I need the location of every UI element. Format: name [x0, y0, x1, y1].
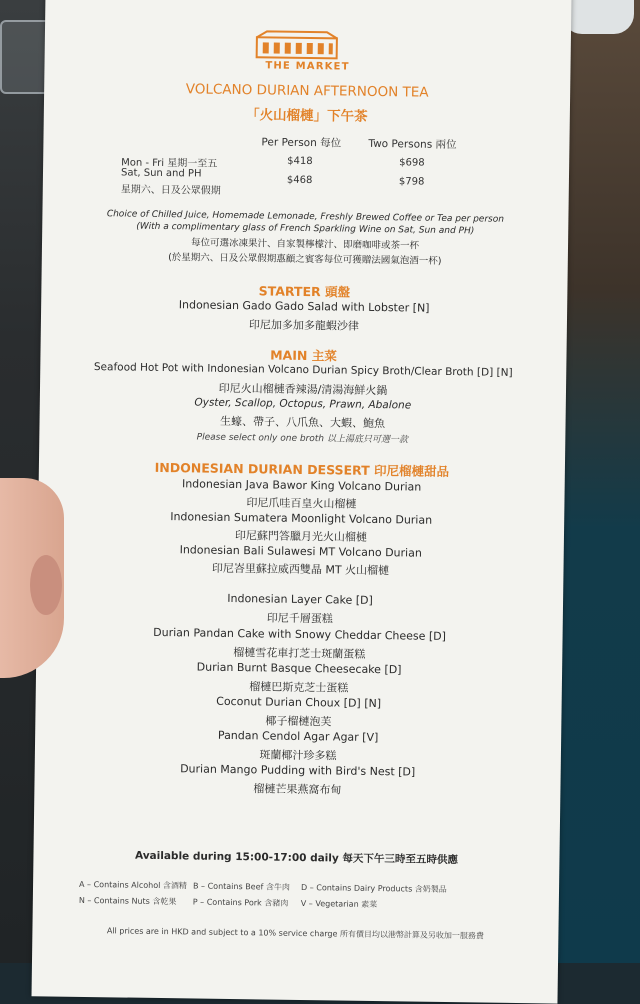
drinks-note-4: (於星期六、日及公眾假期惠顧之賓客每位可獲贈法國氣泡酒一杯) — [168, 252, 442, 267]
price-header-two-persons: Two Persons 兩位 — [368, 137, 457, 152]
title-chinese: 「火山榴槤」下午茶 — [245, 107, 368, 125]
sweet-5-zh: 斑蘭椰汁珍多糕 — [259, 748, 337, 763]
main-ingredients-en: Oyster, Scallop, Octopus, Prawn, Abalone — [194, 396, 412, 412]
legend-beef: B – Contains Beef 含牛肉 — [192, 881, 290, 892]
weekday-price-per-person: $418 — [287, 155, 313, 168]
sweet-5-en: Pandan Cendol Agar Agar [V] — [217, 728, 379, 745]
teacup — [562, 0, 634, 34]
main-item-zh: 印尼火山榴槤香辣湯/清湯海鮮火鍋 — [218, 381, 388, 398]
legend-pork: P – Contains Pork 含豬肉 — [192, 897, 289, 908]
durian-3-en: Indonesian Bali Sulawesi MT Volcano Durian — [179, 543, 422, 560]
drinks-note-1: Choice of Chilled Juice, Homemade Lemonade, Freshly Brewed Coffee or Tea per person — [106, 209, 505, 225]
market-logo-icon — [254, 29, 340, 60]
sweet-4-en: Coconut Durian Choux [D] [N] — [216, 694, 382, 711]
starter-item-en: Indonesian Gado Gado Salad with Lobster [N] — [178, 298, 430, 315]
weekday-price-two-persons: $698 — [399, 157, 425, 169]
sweet-2-zh: 榴槤雪花車打芝士斑蘭蛋糕 — [233, 646, 366, 661]
weekend-label-zh: 星期六、日及公眾假期 — [120, 184, 221, 197]
price-footer: All prices are in HKD and subject to a 10% service charge 所有價目均以港幣計算及另收加一服務費 — [106, 926, 484, 941]
sweet-2-en: Durian Pandan Cake with Snowy Cheddar Cheese [D] — [153, 625, 447, 643]
sweet-4-zh: 椰子榴槤泡芙 — [265, 714, 332, 729]
starter-item-zh: 印尼加多加多龍蝦沙律 — [248, 318, 359, 333]
thumbnail — [30, 555, 62, 615]
brand-name: THE MARKET — [265, 60, 350, 73]
sweet-3-zh: 榴槤巴斯克芝士蛋糕 — [249, 680, 349, 695]
sweet-1-en: Indonesian Layer Cake [D] — [227, 591, 373, 607]
main-heading: MAIN 主菜 — [270, 347, 337, 364]
sweet-6-en: Durian Mango Pudding with Bird's Nest [D] — [180, 762, 416, 779]
dessert-heading: INDONESIAN DURIAN DESSERT 印尼榴槤甜品 — [154, 459, 450, 480]
sweet-1-zh: 印尼千層蛋糕 — [266, 611, 333, 626]
legend-dairy: D – Contains Dairy Products 含奶製品 — [300, 882, 447, 895]
durian-3-zh: 印尼峇里蘇拉威西雙晶 MT 火山榴槤 — [211, 561, 390, 578]
legend-nuts: N – Contains Nuts 含乾果 — [78, 895, 177, 907]
main-ingredients-zh: 生蠔、帶子、八爪魚、大蝦、鮑魚 — [219, 414, 386, 431]
main-item-en: Seafood Hot Pot with Indonesian Volcano Durian Spicy Broth/Clear Broth [D] [N] — [93, 361, 513, 379]
sweet-6-zh: 榴槤芒果燕窩布甸 — [253, 782, 342, 797]
starter-heading: STARTER 頭盤 — [258, 283, 351, 300]
durian-2-zh: 印尼蘇門答臘月光火山榴槤 — [234, 529, 368, 544]
weekend-price-per-person: $468 — [286, 174, 313, 187]
weekend-label-en: Sat, Sun and PH — [120, 167, 202, 180]
weekday-label: Mon - Fri 星期一至五 — [121, 157, 218, 170]
legend-alcohol: A – Contains Alcohol 含酒精 — [79, 879, 187, 891]
menu-card — [32, 0, 572, 1004]
durian-1-zh: 印尼爪哇百皇火山榴槤 — [246, 496, 357, 511]
title-english: VOLCANO DURIAN AFTERNOON TEA — [185, 81, 429, 101]
availability-note: Available during 15:00-17:00 daily 每天下午三時至五時供應 — [134, 849, 458, 867]
legend-vegetarian: V – Vegetarian 素菜 — [300, 898, 378, 910]
drinks-note-3: 每位可選冰凍果汁、自家製檸檬汁、即磨咖啡或茶一杯 — [190, 237, 420, 252]
durian-2-en: Indonesian Sumatera Moonlight Volcano Durian — [170, 510, 433, 527]
broth-note: Please select only one broth 以上湯底只可選一款 — [196, 432, 408, 446]
drinks-note-2: (With a complimentary glass of French Sparkling Wine on Sat, Sun and PH) — [136, 221, 475, 237]
weekend-price-two-persons: $798 — [398, 176, 425, 188]
sweet-3-en: Durian Burnt Basque Cheesecake [D] — [196, 660, 402, 677]
price-header-per-person: Per Person 每位 — [261, 136, 342, 150]
durian-1-en: Indonesian Java Bawor King Volcano Durian — [181, 477, 422, 494]
